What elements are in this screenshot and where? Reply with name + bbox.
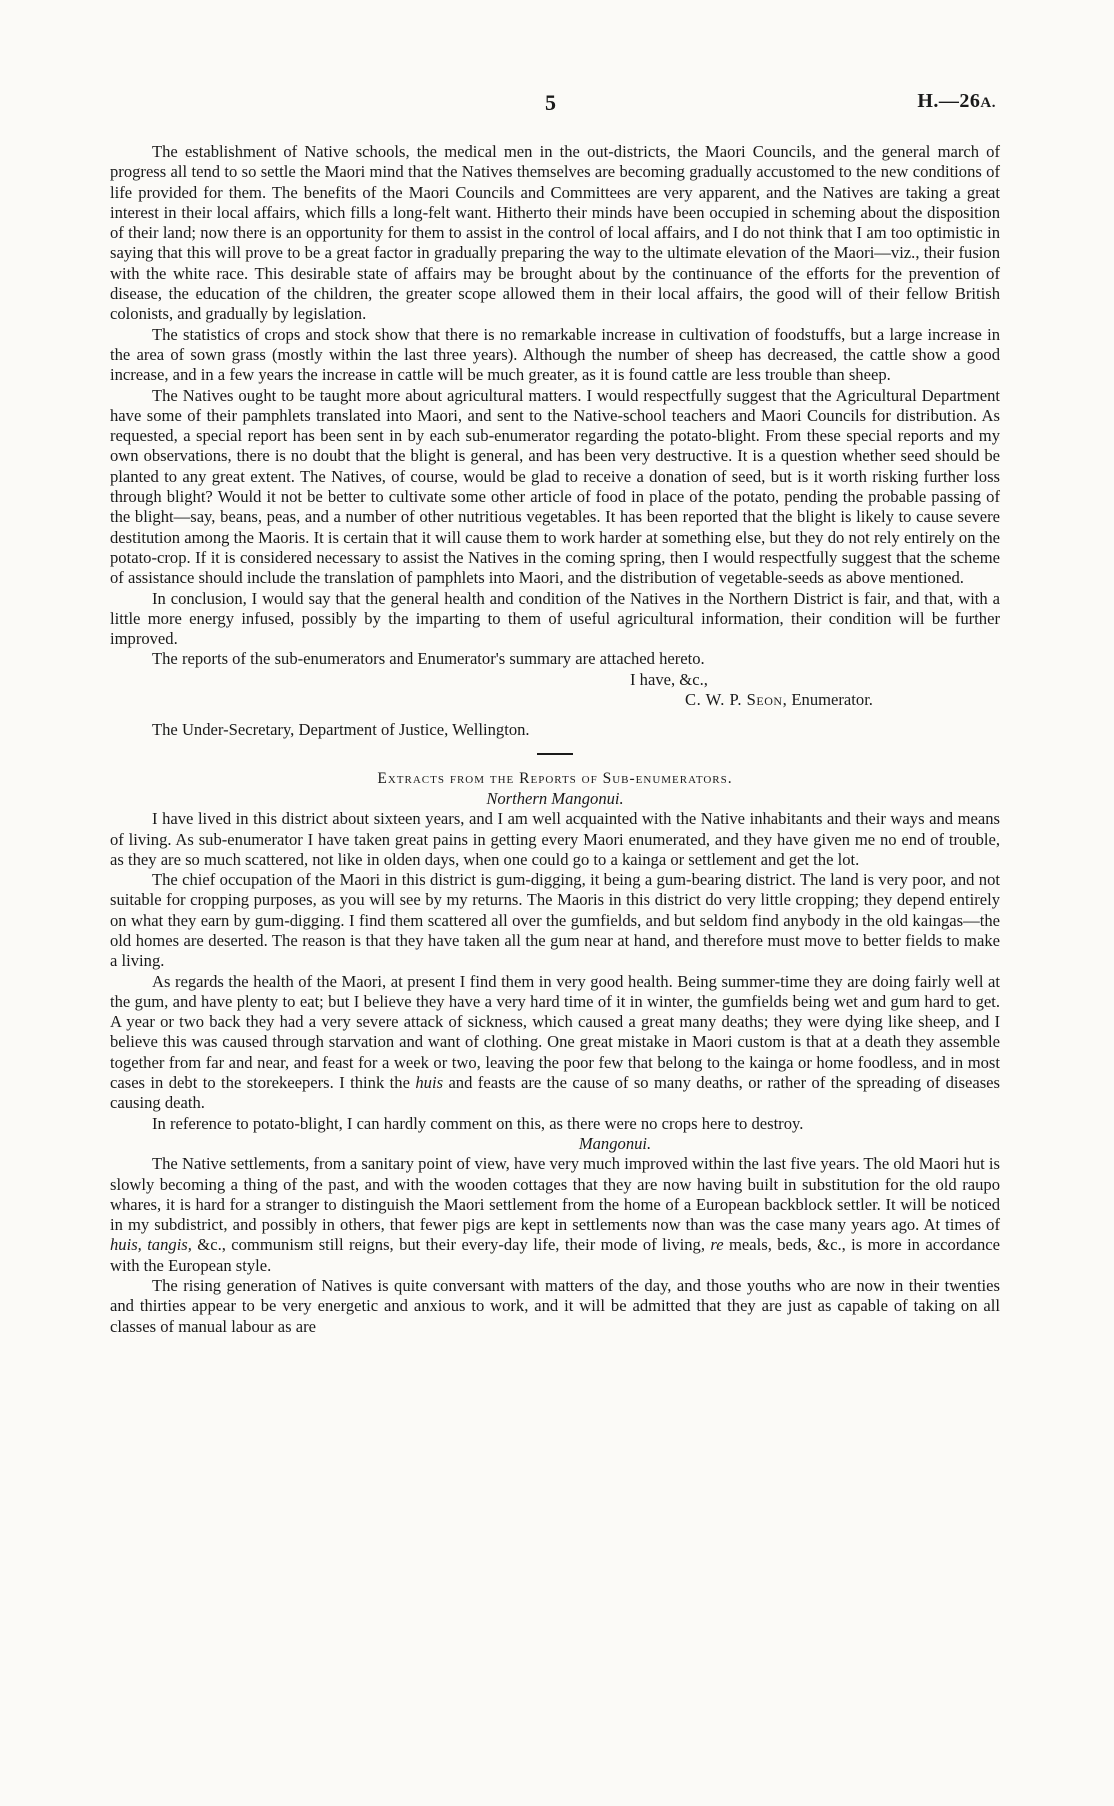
document-reference-suffix: A. (980, 95, 996, 111)
paragraph-text: The Native settlements, from a sanitary point of view, have very much improved within the last five years. The old Maori hut is slowly becoming a thing of the past, and with the wooden cottages that they are now having built in substitution for the old raupo whares, it is hard for a stranger to distinguish the Maori settlement from the home of a European backblock settler. It will be noticed in my subdistrict, and possibly in others, that fewer pigs are kept in settlements now than was the case many years ago. At times of (110, 1154, 1000, 1235)
document-reference (917, 90, 996, 113)
signer-title: Enumerator. (791, 690, 873, 710)
paragraph: The Natives ought to be taught more about agricultural matters. I would respectfully suggest that the Agricultural Department have some of their pamphlets translated into Maori, and sent to the Native-school teachers and Maori Councils for distribution. As requested, a special report has been sent in by each sub-enumerator regarding the potato-blight. From these special reports and my own observations, there is no doubt that the blight is general, and has been very destructive. It is a question whether seed should be planted to any great extent. The Natives, of course, would be glad to receive a donation of seed, but is it worth risking further loss through blight? Would it not be better to cultivate some other article of food in place of the potato, pending the probable passing of the blight—say, beans, peas, and a number of other nutritious vegetables. It has been reported that the blight is likely to cause severe destitution among the Maoris. It is certain that it will cause them to work harder at something else, but they do not rely entirely on the potato-crop. If it is considered necessary to assist the Natives in the coming spring, then I would respectfully suggest that the scheme of assistance should include the translation of pamphlets into Maori, and the distribution of vegetable-seeds as above mentioned. (110, 385, 1000, 588)
paragraph: The establishment of Native schools, the medical men in the out-districts, the Maori Councils, and the general march of progress all tend to so settle the Maori mind that the Natives themselves are becoming gradually accustomed to the new conditions of life provided for them. The benefits of the Maori Councils and Committees are very apparent, and the Natives are taking a great interest in their local affairs, which fills a long-felt want. Hitherto their minds have been occupied in scheming about the disposition of their land; now there is an opportunity for them to assist in the control of local affairs, and I do not think that I am too optimistic in saying that this will prove to be a great factor in gradually preparing the way to the ultimate elevation of the Maori—viz., their fusion with the white race. This desirable state of affairs may be brought about by the continuance of the efforts for the prevention of disease, the education of the children, the greater scope allowed them in their local affairs, the good will of their fellow British colonists, and gradually by legislation. (110, 142, 1000, 324)
signature-block (110, 690, 1000, 710)
page-number: 5 (545, 90, 556, 115)
paragraph-text: As regards the health of the Maori, at present I find them in very good health. Being summer-time they are doing fairly well at the gum, and have plenty to eat; but I believe they have a very hard time of it in winter, the gumfields being wet and gum hard to get. A year or two back they had a very severe attack of sickness, which caused a great many deaths; they were dying like sheep, and I believe this was caused through starvation and want of clothing. One great mistake in Maori custom is that at a death they assemble together from far and near, and feast for a week or two, leaving the poor few that belong to the kainga or home foodless, and in most cases in debt to the storekeepers. I think the (110, 971, 1000, 1093)
italic-term: huis (415, 1073, 444, 1093)
extracts-title: Extracts from the Reports of Sub-enumerators. (377, 769, 733, 787)
paragraph-text: &c., communism still reigns, but their every-day life, their mode of living, (191, 1235, 711, 1255)
document-reference-main: H.—26 (917, 90, 981, 112)
signature-closing: I have, &c., (630, 669, 708, 689)
paragraph: The reports of the sub-enumerators and Enumerator's summary are attached hereto. (152, 649, 705, 669)
italic-term: re (710, 1235, 724, 1255)
section-divider (537, 753, 573, 755)
paragraph: In reference to potato-blight, I can hardly comment on this, as there were no crops here to destroy. (152, 1113, 804, 1133)
document-body (110, 142, 1000, 1337)
paragraph-text: and feasts are the cause of so many deaths, or rather of the spreading of diseases causing death. (110, 1073, 1001, 1113)
paragraph: I have lived in this district about sixteen years, and I am well acquainted with the Native inhabitants and their ways and means of living. As sub-enumerator I have taken great pains in getting every Maori enumerated, and they have given me no end of trouble, as they are so much scattered, not like in olden days, when one could go to a kainga or settlement and get the lot. (110, 809, 1000, 869)
signer-name: C. W. P. Seon, (685, 690, 788, 710)
mangonui-heading: Mangonui. (578, 1133, 652, 1153)
northern-mangonui-heading: Northern Mangonui. (486, 788, 624, 808)
addressee: The Under-Secretary, Department of Justice, Wellington. (152, 720, 530, 740)
paragraph: The rising generation of Natives is quite conversant with matters of the day, and those youths who are now in their twenties and thirties appear to be very energetic and anxious to work, and it will be admitted that they are just as capable of taking on all classes of manual labour as are (110, 1276, 1000, 1336)
paragraph: In conclusion, I would say that the general health and condition of the Natives in the Northern District is fair, and that, with a little more energy infused, possibly by the imparting to them of useful agricultural information, their condition will be further improved. (110, 588, 1000, 649)
paragraph-text: meals, beds, &c., is more in accordance with the European style. (110, 1235, 1000, 1275)
paragraph: The statistics of crops and stock show that there is no remarkable increase in cultivation of foodstuffs, but a large increase in the area of sown grass (mostly within the last three years). Although the number of sheep has decreased, the cattle show a good increase, and in a few years the increase in cattle will be much greater, as it is found cattle are less trouble than sheep. (110, 324, 1000, 385)
paragraph (110, 1154, 1000, 1276)
italic-term: huis, tangis, (110, 1235, 192, 1255)
paragraph: The chief occupation of the Maori in this district is gum-digging, it being a gum-bearing district. The land is very poor, and not suitable for cropping purposes, as you will see by my returns. The Maoris in this district do very little cropping; they depend entirely on what they earn by gum-digging. I find them scattered all over the gumfields, and but seldom find anybody in the old kaingas—the old homes are deserted. The reason is that they have taken all the gum near at hand, and therefore must move to better fields to make a living. (110, 870, 1000, 971)
paragraph (110, 972, 1000, 1114)
